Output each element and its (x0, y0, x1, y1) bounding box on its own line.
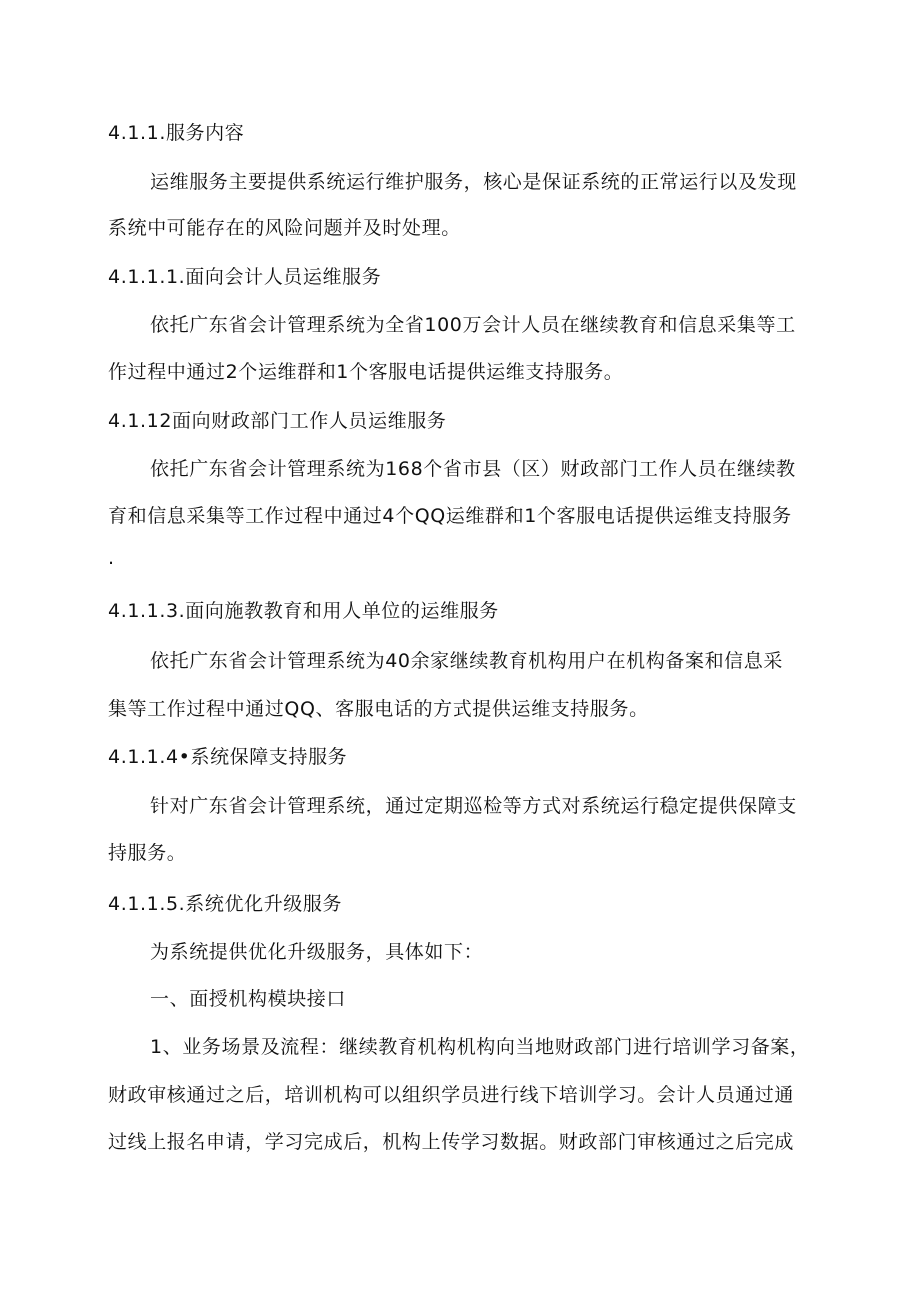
paragraph-line: 1、业务场景及流程：继续教育机构机构向当地财政部门进行培训学习备案， (150, 1036, 810, 1058)
section-heading-4-1-12: 4.1.12面向财政部门工作人员运维服务 (108, 410, 447, 432)
paragraph-line: 依托广东省会计管理系统为168个省市县（区）财政部门工作人员在继续教 (150, 458, 796, 480)
paragraph-line: 作过程中通过2个运维群和1个客服电话提供运维支持服务。 (108, 361, 624, 383)
paragraph-line: 财政审核通过之后，培训机构可以组织学员进行线下培训学习。会计人员通过通 (108, 1084, 795, 1106)
paragraph-line: 过线上报名申请，学习完成后，机构上传学习数据。财政部门审核通过之后完成 (108, 1131, 795, 1153)
section-heading-4-1-1-1: 4.1.1.1.面向会计人员运维服务 (108, 266, 382, 288)
paragraph-line: 运维服务主要提供系统运行维护服务，核心是保证系统的正常运行以及发现 (150, 171, 797, 193)
paragraph-line: 育和信息采集等工作过程中通过4个QQ运维群和1个客服电话提供运维支持服务 (108, 505, 792, 527)
paragraph-line: 依托广东省会计管理系统为40余家继续教育机构用户在机构备案和信息采 (150, 650, 783, 672)
section-heading-4-1-1-3: 4.1.1.3.面向施教教育和用人单位的运维服务 (108, 600, 499, 622)
paragraph-line: 依托广东省会计管理系统为全省100万会计人员在继续教育和信息采集等工 (150, 314, 796, 336)
paragraph-line: 集等工作过程中通过QQ、客服电话的方式提供运维支持服务。 (108, 698, 649, 720)
list-heading: 一、面授机构模块接口 (150, 988, 347, 1010)
section-heading-4-1-1-5: 4.1.1.5.系统优化升级服务 (108, 893, 343, 915)
paragraph-line: . (108, 547, 115, 569)
section-heading-4-1-1-4: 4.1.1.4•系统保障支持服务 (108, 746, 348, 768)
paragraph-line: 持服务。 (108, 842, 187, 864)
paragraph-line: 为系统提供优化升级服务，具体如下： (150, 941, 484, 963)
paragraph-line: 系统中可能存在的风险问题并及时处理。 (108, 217, 461, 239)
section-heading-4-1-1: 4.1.1.服务内容 (108, 122, 245, 144)
paragraph-line: 针对广东省会计管理系统，通过定期巡检等方式对系统运行稳定提供保障支 (150, 795, 797, 817)
